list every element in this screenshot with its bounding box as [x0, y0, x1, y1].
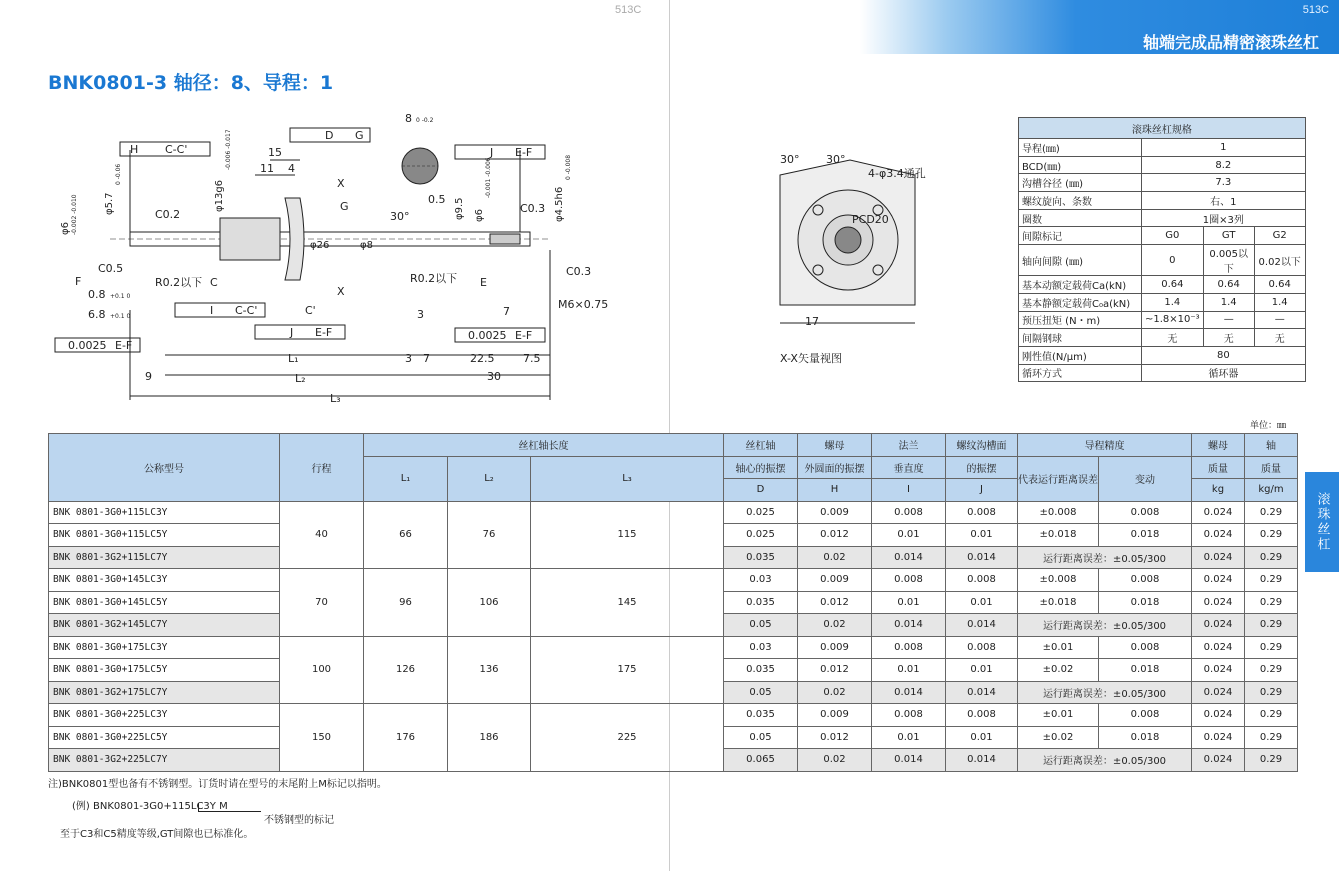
dim-c02: C0.2	[155, 208, 181, 221]
svg-text:+0.1 0: +0.1 0	[110, 313, 131, 320]
spec-table: 滚珠丝杠规格 导程(㎜) 1 BCD(㎜) 8.2 沟槽谷径 (㎜) 7.3 螺纹旋向、条数 右、1 圈数 1圈×3列 间隙标记 G0 GT G2 轴向间隙 (㎜) 0 0.005以下 0.02以下 基本动额定载荷Ca(kN) 0.64 0.64 0.64 基本静额定载荷C₀a(kN) 1.4 1.4 1.4 预压扭矩 (N・m) ~1.8×10⁻³ — — 间隔钢球 无 无 无 刚性值(N/μm) 80 循环方式 循环器	[1018, 117, 1306, 382]
section-x1: X	[337, 177, 345, 190]
frame-g: G	[355, 129, 364, 142]
section-view	[760, 145, 940, 370]
frame-cc1: C-C'	[165, 143, 188, 156]
dim-t68: 6.8	[88, 308, 106, 321]
frame-i: I	[210, 304, 214, 317]
shaft-drawing	[50, 100, 620, 410]
datum-g: G	[340, 200, 349, 213]
unit-label: 单位：㎜	[1250, 421, 1287, 431]
dim-n75: 7.5	[523, 352, 541, 365]
frame-j1: J	[490, 146, 494, 159]
dim-l2: L₂	[295, 372, 306, 385]
frame-h: H	[130, 143, 139, 156]
svg-text:0 -0.2: 0 -0.2	[416, 117, 434, 124]
table-row: BNK 0801-3G0+175LC3Y 100 126 136 175 0.03 0.009 0.008 0.008 ±0.01 0.008 0.024 0.29	[49, 636, 1298, 659]
dim-n30: 30	[487, 370, 501, 383]
table-row: BNK 0801-3G2+145LC7Y 0.05 0.02 0.014 0.014 运行距离误差：±0.05/300 0.024 0.29	[49, 614, 1298, 637]
frame-j2: J	[290, 326, 294, 339]
dim-w15: 15	[268, 146, 282, 159]
note-2: (例) BNK0801-3G0+115LC3Y M	[72, 801, 228, 812]
frame-ef3: E-F	[515, 329, 533, 342]
side-tab[interactable]: 滚珠丝杠	[1305, 472, 1339, 572]
page-title: BNK0801-3 轴径：8、导程：1	[48, 72, 334, 94]
table-row: BNK 0801-3G2+115LC7Y 0.035 0.02 0.014 0.014 运行距离误差：±0.05/300 0.024 0.29	[49, 546, 1298, 569]
header-banner	[860, 0, 1339, 54]
note-bracket	[198, 803, 261, 812]
dim-t08: 0.8	[88, 288, 106, 301]
dim-w05: 0.5	[428, 193, 446, 206]
note-3: 不锈钢型的标记	[264, 815, 334, 826]
dim-w7: 7	[503, 305, 510, 318]
dim-n7: 7	[423, 352, 430, 365]
datum-c: C	[210, 276, 218, 289]
svg-text:0 -0.008: 0 -0.008	[565, 154, 572, 180]
dim-l3: L₃	[330, 392, 341, 405]
note-1: 注)BNK0801型也备有不锈钢型。订货时请在型号的末尾附上M标记以指明。	[48, 779, 387, 790]
datum-f: F	[75, 275, 82, 288]
frame-ef1: E-F	[515, 146, 533, 159]
dim-l1: L₁	[288, 352, 299, 365]
frame-d: D	[325, 129, 334, 142]
page-number-right: 513C	[1302, 4, 1329, 16]
dim-d95: φ9.5	[454, 197, 465, 220]
spec-header: 滚珠丝杠规格	[1019, 118, 1306, 139]
frame-tol2: 0.0025	[68, 339, 107, 352]
dim-d6b: φ6	[474, 209, 485, 222]
svg-text:-0.006 -0.017: -0.006 -0.017	[225, 129, 232, 170]
table-row: BNK 0801-3G0+145LC3Y 70 96 106 145 0.03 0.009 0.008 0.008 ±0.008 0.008 0.024 0.29	[49, 569, 1298, 592]
svg-text:+0.1 0: +0.1 0	[110, 293, 131, 300]
dim-d8: φ8	[360, 240, 373, 251]
svg-text:0 -0.06: 0 -0.06	[115, 163, 122, 185]
dim-w11: 11	[260, 162, 274, 175]
dim-w4: 4	[288, 162, 295, 175]
datum-e: E	[480, 276, 487, 289]
table-row: BNK 0801-3G0+175LC5Y 0.035 0.012 0.01 0.01 ±0.02 0.018 0.024 0.29	[49, 659, 1298, 682]
note-4: 至于C3和C5精度等级,GT间隙也已标准化。	[60, 829, 254, 840]
dim-d26: φ26	[310, 240, 330, 251]
dim-r02a: R0.2以下	[155, 276, 203, 289]
frame-ef4: E-F	[115, 339, 133, 352]
table-row: BNK 0801-3G0+115LC3Y 40 66 76 115 0.025 0.009 0.008 0.008 ±0.008 0.008 0.024 0.29	[49, 501, 1298, 524]
frame-cc2: C-C'	[235, 304, 258, 317]
dim-w3: 3	[417, 308, 424, 321]
table-row: BNK 0801-3G0+225LC5Y 0.05 0.012 0.01 0.01 ±0.02 0.018 0.024 0.29	[49, 726, 1298, 749]
table-row: BNK 0801-3G0+145LC5Y 0.035 0.012 0.01 0.01 ±0.018 0.018 0.024 0.29	[49, 591, 1298, 614]
dim-d57: φ5.7	[104, 192, 115, 215]
page-number-left: 513C	[615, 4, 642, 16]
dim-n3: 3	[405, 352, 412, 365]
dim-c03: C0.3	[520, 202, 546, 215]
table-row: BNK 0801-3G0+115LC5Y 0.025 0.012 0.01 0.01 ±0.018 0.018 0.024 0.29	[49, 524, 1298, 547]
table-row: BNK 0801-3G2+175LC7Y 0.05 0.02 0.014 0.014 运行距离误差：±0.05/300 0.024 0.29	[49, 681, 1298, 704]
dim-w30: 30°	[390, 210, 410, 223]
dim-c03b: C0.3	[566, 265, 592, 278]
holes-label: 4-φ3.4通孔	[868, 167, 926, 180]
dim-w8: 8	[405, 112, 412, 125]
angle-30a: 30°	[780, 153, 800, 166]
dim-m6: M6×0.75	[558, 298, 609, 311]
table-row: BNK 0801-3G2+225LC7Y 0.065 0.02 0.014 0.014 运行距离误差：±0.05/300 0.024 0.29	[49, 749, 1298, 772]
svg-text:-0.002 -0.010: -0.002 -0.010	[71, 194, 78, 235]
angle-30b: 30°	[826, 153, 846, 166]
dim-d45: φ4.5h6	[554, 186, 565, 222]
dim-n9: 9	[145, 370, 152, 383]
dim-d6: φ6	[60, 222, 71, 235]
model-table: 公称型号 行程 丝杠轴长度 丝杠轴 螺母 法兰 螺纹沟槽面 导程精度 螺母 轴 L₁ L₂ L₃ 轴心的振摆 外圆面的振摆 垂直度 的振摆 代表运行距离误差 变动 质量 质量 D H I J kg kg/m BNK 0801-3G0+115LC3Y 40 66 76 115 0.025 0.009 0.008 0.008 ±0.008 0.008 0.024 0.29 BNK 0801-3G0+115LC5Y 0.025 0.012 0.01 0.01 ±0.018 0.018 0.024 0.29 BNK 0801-3G2+115LC7Y 0.035 0.02 0.014 0.014 运行距离误差：±0.05/300 0.024 0.29 BNK 0801-3G0+145LC3Y 70 96 106 145 0.03 0.009 0.008 0.008 ±0.008 0.008 0.024 0.29 BNK 0801-3G0+145LC5Y 0.035 0.012 0.01 0.01 ±0.018 0.018 0.024 0.29 BNK 0801-3G2+145LC7Y 0.05 0.02 0.014 0.014 运行距离误差：±0.05/300 0.024 0.29 BNK 0801-3G0+175LC3Y 100 126 136 175 0.03 0.009 0.008 0.008 ±0.01 0.008 0.024 0.29 BNK 0801-3G0+175LC5Y 0.035 0.012 0.01 0.01 ±0.02 0.018 0.024 0.29 BNK 0801-3G2+175LC7Y 0.05 0.02 0.014 0.014 运行距离误差：±0.05/300 0.024 0.29 BNK 0801-3G0+225LC3Y 150 176 186 225 0.035 0.009 0.008 0.008 ±0.01 0.008 0.024 0.29 BNK 0801-3G0+225LC5Y 0.05 0.012 0.01 0.01 ±0.02 0.018 0.024 0.29 BNK 0801-3G2+225LC7Y 0.065 0.02 0.014 0.014 运行距离误差：±0.05/300 0.024 0.29	[48, 433, 1298, 772]
table-row: BNK 0801-3G0+225LC3Y 150 176 186 225 0.035 0.009 0.008 0.008 ±0.01 0.008 0.024 0.29	[49, 704, 1298, 727]
dim-c05: C0.5	[98, 262, 124, 275]
section-x2: X	[337, 285, 345, 298]
dim-d13: φ13g6	[214, 179, 225, 212]
frame-tol1: 0.0025	[468, 329, 507, 342]
banner-title: 轴端完成品精密滚珠丝杠	[1142, 33, 1319, 52]
dim-r02b: R0.2以下	[410, 272, 458, 285]
datum-c2: C'	[305, 304, 316, 317]
section-caption: X-X矢量视图	[780, 352, 842, 365]
frame-ef2: E-F	[315, 326, 333, 339]
width-17: 17	[805, 315, 819, 328]
pcd-label: PCD20	[852, 213, 889, 226]
svg-text:-0.001 -0.006: -0.001 -0.006	[485, 157, 492, 198]
dim-n225: 22.5	[470, 352, 495, 365]
